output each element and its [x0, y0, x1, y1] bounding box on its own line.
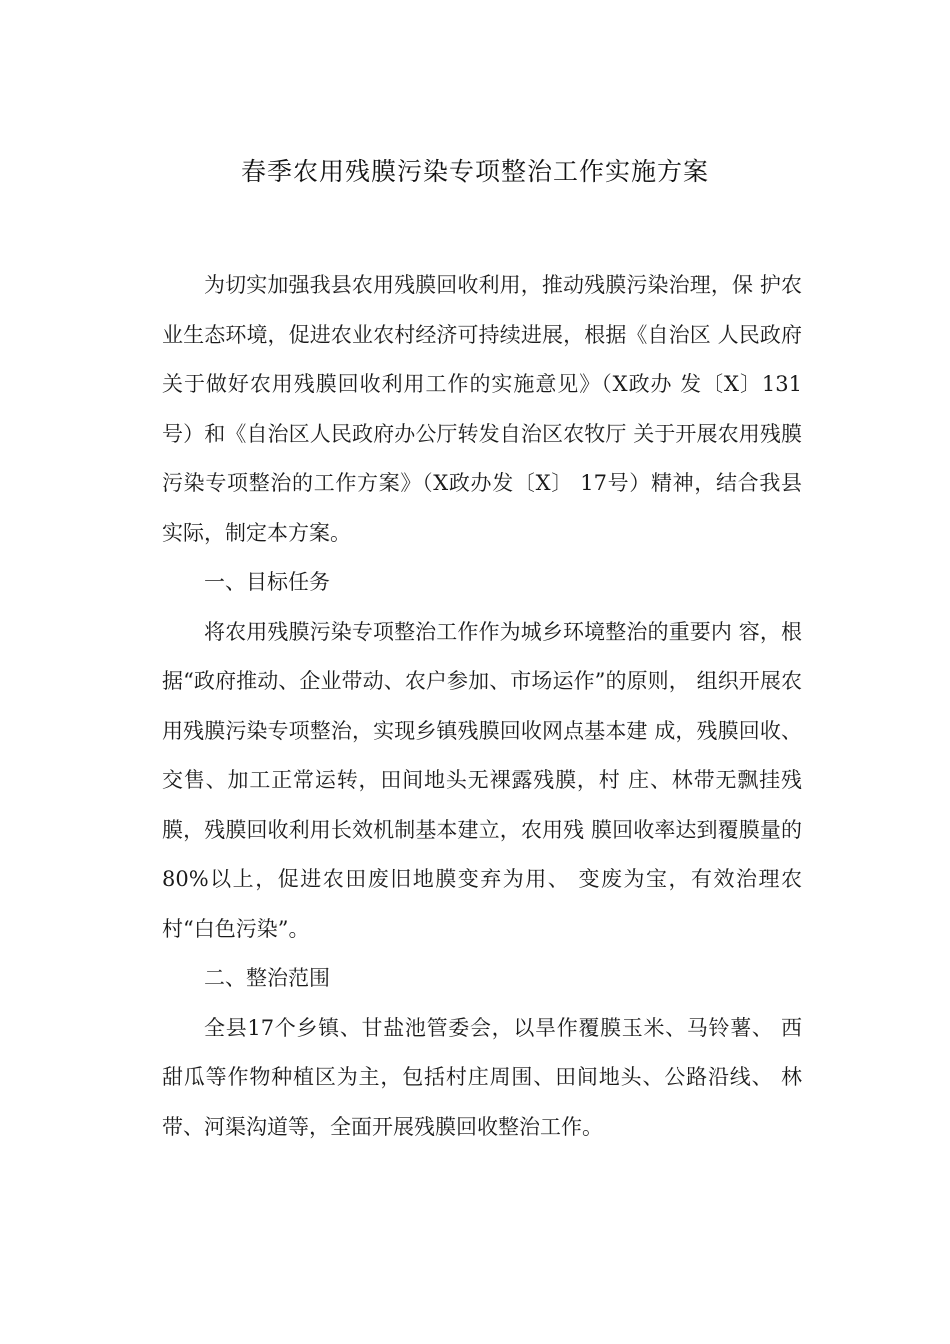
goals-paragraph: 将农用残膜污染专项整治工作作为城乡环境整治的重要内 容，根据“政府推动、企业带动、农户参加、市场运作”的原则， 组织开展农用残膜污染专项整治，实现乡镇残膜回收网点基本建 成，残膜回收、交售、加工正常运转，田间地头无裸露残膜，村 庄、林带无飘挂残膜，残膜回收利用长效机制基本建立，农用残 膜回收率达到覆膜量的80%以上，促进农田废旧地膜变弃为用、 变废为宝，有效治理农村“白色污染”。 [162, 619, 802, 941]
scope-paragraph: 全县17个乡镇、甘盐池管委会，以旱作覆膜玉米、马铃薯、 西甜瓜等作物种植区为主，包括村庄周围、田间地头、公路沿线、 林带、河渠沟道等，全面开展残膜回收整治工作。 [162, 1015, 802, 1139]
section-heading-goals: 一、目标任务 [204, 570, 330, 594]
document-body [162, 261, 802, 1152]
section-heading-scope: 二、整治范围 [204, 966, 330, 990]
intro-paragraph: 为切实加强我县农用残膜回收利用，推动残膜污染治理，保 护农业生态环境，促进农业农村经济可持续进展，根据《自治区 人民政府关于做好农用残膜回收利用工作的实施意见》（X政办 发〔X〕131号）和《自治区人民政府办公厅转发自治区农牧厅 关于开展农用残膜污染专项整治的工作方案》（X政办发〔X〕 17号）精神，结合我县实际，制定本方案。 [162, 273, 802, 545]
document-title: 春季农用残膜污染专项整治工作实施方案 [240, 157, 709, 186]
